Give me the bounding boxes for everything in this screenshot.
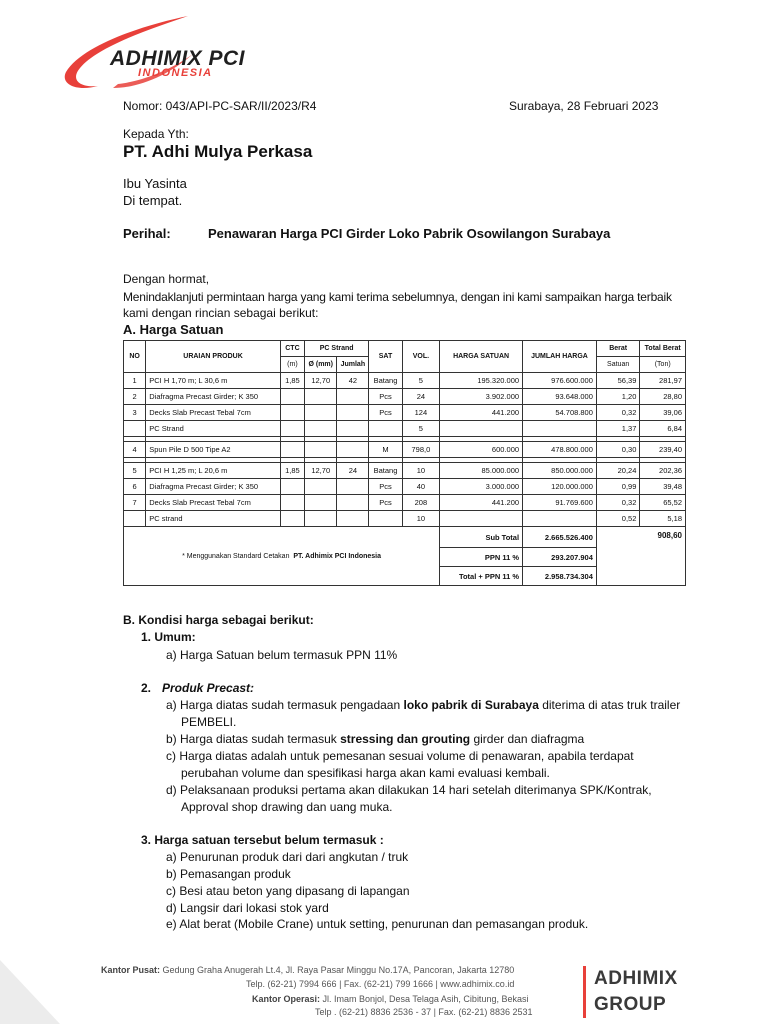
row-vol: 5 — [402, 373, 439, 389]
table-row — [124, 421, 686, 437]
row-uraian: PCI H 1,25 m; L 20,6 m — [146, 463, 281, 479]
precast-item-a — [166, 697, 680, 714]
row-total-berat: 39,48 — [640, 479, 686, 495]
row-no: 7 — [124, 495, 146, 511]
table-row — [124, 463, 686, 479]
header-pc-strand: PC Strand — [305, 341, 369, 357]
ppn-label: PPN 11 % — [440, 548, 523, 567]
precast-a-bold: loko pabrik di Surabaya — [403, 698, 539, 712]
row-berat: 0,30 — [596, 442, 640, 458]
row-harga-satuan: 441.200 — [440, 495, 523, 511]
intro-line1: Menindaklanjuti permintaan harga yang kami terima sebelumnya, dengan ini kami sampaikan harga terbaik — [123, 290, 672, 304]
header-jumlah-harga: JUMLAH HARGA — [523, 341, 597, 373]
row-harga-satuan: 195.320.000 — [440, 373, 523, 389]
row-no — [124, 511, 146, 527]
header-ctc: CTC — [280, 341, 304, 357]
precast-item-a-line2: PEMBELI. — [181, 715, 237, 729]
row-no: 4 — [124, 442, 146, 458]
subtotal-value: 2.665.526.400 — [523, 527, 597, 548]
row-total-berat: 239,40 — [640, 442, 686, 458]
row-sat: Batang — [369, 463, 402, 479]
precast-number: 2. — [141, 681, 152, 695]
precast-item-b — [166, 731, 584, 748]
logo-sub: INDONESIA — [138, 67, 213, 79]
grand-total-value: 2.958.734.304 — [523, 567, 597, 586]
row-harga-satuan: 85.000.000 — [440, 463, 523, 479]
row-harga-satuan: 3.000.000 — [440, 479, 523, 495]
precast-item-d-line2: Approval shop drawing dan uang muka. — [181, 800, 393, 814]
row-vol: 124 — [402, 405, 439, 421]
row-diameter — [305, 479, 337, 495]
recipient-place: Di tempat. — [123, 193, 183, 208]
header-harga: HARGA SATUAN — [440, 341, 523, 373]
row-total-berat: 28,80 — [640, 389, 686, 405]
precast-item-c: c) Harga diatas adalah untuk pemesanan sesuai volume di penawaran, apabila terdapat — [166, 749, 634, 763]
row-vol: 5 — [402, 421, 439, 437]
row-no: 5 — [124, 463, 146, 479]
row-vol: 40 — [402, 479, 439, 495]
row-no — [124, 421, 146, 437]
group-brand-line1: ADHIMIX — [594, 968, 678, 989]
row-sat — [369, 421, 402, 437]
row-total-berat: 65,52 — [640, 495, 686, 511]
row-berat: 1,20 — [596, 389, 640, 405]
row-uraian: PCI H 1,70 m; L 30,6 m — [146, 373, 281, 389]
row-sat: Batang — [369, 373, 402, 389]
row-vol: 24 — [402, 389, 439, 405]
section-a-title: A. Harga Satuan — [123, 322, 224, 337]
row-jumlah-harga: 91.769.600 — [523, 495, 597, 511]
row-diameter — [305, 389, 337, 405]
belum-item-d: d) Langsir dari lokasi stok yard — [166, 901, 329, 915]
row-uraian: Diafragma Precast Girder; K 350 — [146, 389, 281, 405]
belum-item-c: c) Besi atau beton yang dipasang di lapangan — [166, 884, 410, 898]
header-berat: Berat — [596, 341, 640, 357]
row-vol: 208 — [402, 495, 439, 511]
row-jumlah-harga: 478.800.000 — [523, 442, 597, 458]
footer-operasi-address: Jl. Imam Bonjol, Desa Telaga Asih, Cibitung, Bekasi — [322, 994, 529, 1004]
header-total-unit: (Ton) — [640, 357, 686, 373]
row-ctc — [280, 495, 304, 511]
row-harga-satuan: 3.902.000 — [440, 389, 523, 405]
belum-item-b: b) Pemasangan produk — [166, 867, 291, 881]
row-jumlah — [337, 389, 369, 405]
row-berat: 1,37 — [596, 421, 640, 437]
row-jumlah-harga — [523, 421, 597, 437]
price-table — [123, 340, 686, 586]
row-total-berat: 202,36 — [640, 463, 686, 479]
footer-pusat-label: Kantor Pusat: — [101, 965, 161, 975]
recipient-company: PT. Adhi Mulya Perkasa — [123, 142, 313, 161]
row-vol: 10 — [402, 511, 439, 527]
kepada-label: Kepada Yth: — [123, 127, 189, 141]
footer-pusat-tel: Telp. (62-21) 7994 666 | Fax. (62-21) 799 1666 | www.adhimix.co.id — [246, 979, 515, 989]
letter-date: Surabaya, 28 Februari 2023 — [509, 99, 659, 113]
precast-item-d: d) Pelaksanaan produksi pertama akan dilakukan 14 hari setelah diterimanya SPK/Kontrak, — [166, 783, 652, 797]
table-row — [124, 405, 686, 421]
row-ctc: 1,85 — [280, 373, 304, 389]
precast-item-c-line2: perubahan volume dan spesifikasi harga akan kami evaluasi kembali. — [181, 766, 550, 780]
precast-a-text1: a) Harga diatas sudah termasuk pengadaan — [166, 698, 401, 712]
header-vol: VOL. — [402, 341, 439, 373]
row-jumlah: 42 — [337, 373, 369, 389]
footer-operasi-tel: Telp . (62-21) 8836 2536 - 37 | Fax. (62-21) 8836 2531 — [315, 1007, 533, 1017]
precast-title: Produk Precast: — [162, 681, 255, 695]
row-jumlah — [337, 442, 369, 458]
row-ctc — [280, 389, 304, 405]
row-vol: 798,0 — [402, 442, 439, 458]
row-ctc — [280, 405, 304, 421]
row-jumlah — [337, 421, 369, 437]
header-sat: SAT — [369, 341, 402, 373]
row-jumlah-harga: 120.000.000 — [523, 479, 597, 495]
row-ctc — [280, 442, 304, 458]
row-jumlah-harga: 93.648.000 — [523, 389, 597, 405]
row-total-berat: 39,06 — [640, 405, 686, 421]
table-row — [124, 479, 686, 495]
row-jumlah: 24 — [337, 463, 369, 479]
recipient-person: Ibu Yasinta — [123, 176, 187, 191]
row-uraian: Decks Slab Precast Tebal 7cm — [146, 495, 281, 511]
row-uraian: Diafragma Precast Girder; K 350 — [146, 479, 281, 495]
perihal-label: Perihal: — [123, 226, 171, 241]
row-jumlah — [337, 495, 369, 511]
row-diameter — [305, 495, 337, 511]
precast-a-text2: diterima di atas truk trailer — [542, 698, 681, 712]
row-diameter — [305, 421, 337, 437]
row-jumlah — [337, 511, 369, 527]
header-jumlah: Jumlah — [337, 357, 369, 373]
row-ctc — [280, 479, 304, 495]
footer-operasi — [252, 994, 528, 1004]
row-no: 2 — [124, 389, 146, 405]
note-prefix: * Menggunakan Standard Cetakan — [182, 552, 290, 560]
footer-operasi-label: Kantor Operasi: — [252, 994, 321, 1004]
row-jumlah-harga: 976.600.000 — [523, 373, 597, 389]
row-sat: Pcs — [369, 389, 402, 405]
row-diameter: 12,70 — [305, 463, 337, 479]
table-row — [124, 511, 686, 527]
row-jumlah-harga: 850.000.000 — [523, 463, 597, 479]
row-jumlah — [337, 479, 369, 495]
row-harga-satuan — [440, 511, 523, 527]
row-total-berat: 5,18 — [640, 511, 686, 527]
row-harga-satuan — [440, 421, 523, 437]
row-sat: M — [369, 442, 402, 458]
header-dia: Ø (mm) — [305, 357, 337, 373]
footer-corner-decoration — [0, 930, 60, 1024]
row-harga-satuan: 441.200 — [440, 405, 523, 421]
row-berat: 0,52 — [596, 511, 640, 527]
ppn-value: 293.207.904 — [523, 548, 597, 567]
grand-total-label: Total + PPN 11 % — [440, 567, 523, 586]
row-jumlah-harga — [523, 511, 597, 527]
row-total-berat: 6,84 — [640, 421, 686, 437]
table-row — [124, 495, 686, 511]
row-uraian: Decks Slab Precast Tebal 7cm — [146, 405, 281, 421]
umum-item-a: a) Harga Satuan belum termasuk PPN 11% — [166, 648, 398, 662]
footer-accent-bar — [583, 966, 586, 1018]
row-total-berat: 281,97 — [640, 373, 686, 389]
row-diameter: 12,70 — [305, 373, 337, 389]
row-uraian: Spun Pile D 500 Tipe A2 — [146, 442, 281, 458]
umum-title: 1. Umum: — [141, 630, 196, 644]
row-ctc — [280, 421, 304, 437]
row-uraian: PC Strand — [146, 421, 281, 437]
row-no: 6 — [124, 479, 146, 495]
row-harga-satuan: 600.000 — [440, 442, 523, 458]
header-ctc-unit: (m) — [280, 357, 304, 373]
precast-b-text1: b) Harga diatas sudah termasuk — [166, 732, 337, 746]
precast-b-bold: stressing dan grouting — [340, 732, 471, 746]
row-vol: 10 — [402, 463, 439, 479]
precast-b-text2: girder dan diafragma — [473, 732, 585, 746]
perihal-text: Penawaran Harga PCI Girder Loko Pabrik Osowilangon Surabaya — [208, 226, 611, 241]
row-uraian: PC strand — [146, 511, 281, 527]
belum-item-e: e) Alat berat (Mobile Crane) untuk setting, penurunan dan pemasangan produk. — [166, 917, 589, 931]
row-berat: 56,39 — [596, 373, 640, 389]
header-berat-unit: Satuan — [596, 357, 640, 373]
row-diameter — [305, 442, 337, 458]
header-uraian: URAIAN PRODUK — [146, 341, 281, 373]
table-row — [124, 389, 686, 405]
logo-brand: ADHIMIX PCI — [110, 47, 246, 70]
row-sat: Pcs — [369, 405, 402, 421]
greeting: Dengan hormat, — [123, 272, 210, 286]
belum-title: 3. Harga satuan tersebut belum termasuk : — [141, 833, 384, 847]
row-diameter — [305, 405, 337, 421]
row-ctc: 1,85 — [280, 463, 304, 479]
row-no: 3 — [124, 405, 146, 421]
row-berat: 0,99 — [596, 479, 640, 495]
row-no: 1 — [124, 373, 146, 389]
footer-pusat — [101, 965, 514, 975]
row-sat: Pcs — [369, 495, 402, 511]
note-company: PT. Adhimix PCI Indonesia — [293, 552, 382, 560]
header-total-berat: Total Berat — [640, 341, 686, 357]
header-no: NO — [124, 341, 146, 373]
row-jumlah — [337, 405, 369, 421]
row-sat: Pcs — [369, 479, 402, 495]
table-row — [124, 373, 686, 389]
total-weight: 908,60 — [596, 527, 685, 586]
row-diameter — [305, 511, 337, 527]
row-ctc — [280, 511, 304, 527]
section-b-title: B. Kondisi harga sebagai berikut: — [123, 613, 314, 627]
row-berat: 20,24 — [596, 463, 640, 479]
standard-note — [124, 527, 440, 586]
letter-number: Nomor: 043/API-PC-SAR/II/2023/R4 — [123, 99, 317, 113]
table-row — [124, 442, 686, 458]
belum-item-a: a) Penurunan produk dari dari angkutan / truk — [166, 850, 409, 864]
intro-line2: kami dengan rincian sebagai berikut: — [123, 306, 319, 320]
row-berat: 0,32 — [596, 405, 640, 421]
row-berat: 0,32 — [596, 495, 640, 511]
row-sat — [369, 511, 402, 527]
footer-pusat-address: Gedung Graha Anugerah Lt.4, Jl. Raya Pasar Minggu No.17A, Pancoran, Jakarta 12780 — [162, 965, 515, 975]
subtotal-label: Sub Total — [440, 527, 523, 548]
group-brand-line2: GROUP — [594, 994, 667, 1015]
row-jumlah-harga: 54.708.800 — [523, 405, 597, 421]
